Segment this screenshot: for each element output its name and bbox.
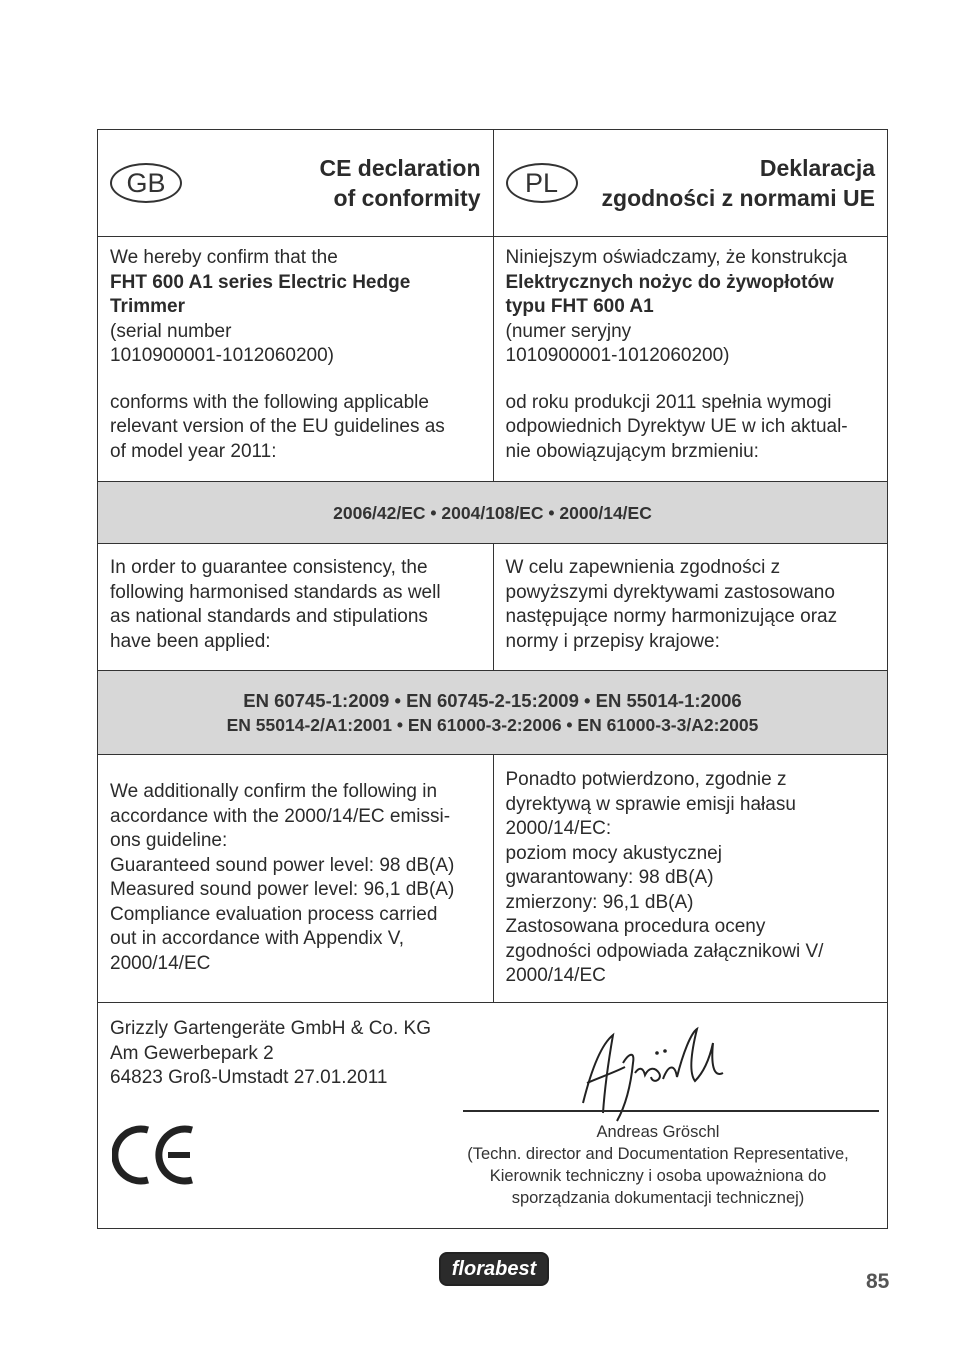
harmonised-en: In order to guarantee consistency, the following harmonised standards as well as national standards and stipulations have been applied: — [110, 557, 441, 652]
pl-badge: PL — [506, 163, 578, 203]
signer-block: Andreas Gröschl (Techn. director and Documentation Representative, Kierownik techniczny i osoba upoważniona do sporządzania dokumentacji technicznej) — [438, 1121, 878, 1209]
intro-en: We hereby confirm that the FHT 600 A1 series Electric Hedge Trimmer (serial number 1010900001-1012060200) conforms with the following applicable relevant version of the EU guidelines as of model year 2011: — [110, 247, 445, 462]
sound-en: We additionally confirm the following in accordance with the 2000/14/EC emissi- ons guideline: Guaranteed sound power level: 98 dB(A) Measured sound power level: 96,1 dB(A) Compliance evaluation process carried out in accordance with Appendix V, 2000/14/EC — [110, 781, 455, 974]
header-pl — [493, 130, 888, 236]
standards-line-1: EN 60745-1:2009 • EN 60745-2-15:2009 • EN 55014-1:2006 — [243, 690, 742, 711]
declaration-frame — [97, 129, 888, 1229]
florabest-logo: florabest — [439, 1252, 549, 1286]
directives-list: 2006/42/EC • 2004/108/EC • 2000/14/EC — [333, 503, 652, 523]
standards-band — [98, 670, 887, 755]
harmonised-row — [98, 544, 887, 670]
signer-name: Andreas Gröschl — [596, 1123, 720, 1141]
ce-mark-icon — [112, 1122, 198, 1188]
signature-icon — [573, 1023, 753, 1123]
intro-row — [98, 236, 887, 481]
ce-declaration-title: CE declaration of conformity — [319, 155, 481, 211]
directives-band — [98, 481, 887, 544]
deklaracja-title: Deklaracja zgodności z normami UE — [601, 155, 875, 211]
header-row — [98, 130, 887, 236]
footer-divider — [98, 1002, 887, 1003]
page-number: 85 — [866, 1270, 890, 1293]
header-en — [98, 130, 493, 236]
sound-row — [98, 755, 887, 1002]
standards-line-2: EN 55014-2/A1:2001 • EN 61000-3-2:2006 • EN 61000-3-3/A2:2005 — [226, 715, 759, 735]
intro-pl: Niniejszym oświadczamy, że konstrukcja Elektrycznych nożyc do żywopłotów typu FHT 600 A1 (numer seryjny 1010900001-1012060200) od roku produkcji 2011 spełnia wymogi odpowiednich Dyrektyw UE w ich aktual- nie obowiązującym brzmieniu: — [493, 237, 888, 481]
sound-pl: Ponadto potwierdzono, zgodnie z dyrektywą w sprawie emisji hałasu 2000/14/EC: poziom mocy akustycznej gwarantowany: 98 dB(A) zmierzony: 96,1 dB(A) Zastosowana procedura oceny zgodności odpowiada załącznikowi V/ 2000/14/EC — [493, 755, 888, 1002]
company-address: Grizzly Gartengeräte GmbH & Co. KG Am Gewerbepark 2 64823 Groß-Umstadt 27.01.2011 — [110, 1018, 431, 1088]
harmonised-pl: W celu zapewnienia zgodności z powyższymi dyrektywami zastosowano następujące normy harmonizujące oraz normy i przepisy krajowe: — [493, 544, 888, 670]
gb-badge: GB — [110, 163, 182, 203]
signature-line — [463, 1110, 879, 1112]
